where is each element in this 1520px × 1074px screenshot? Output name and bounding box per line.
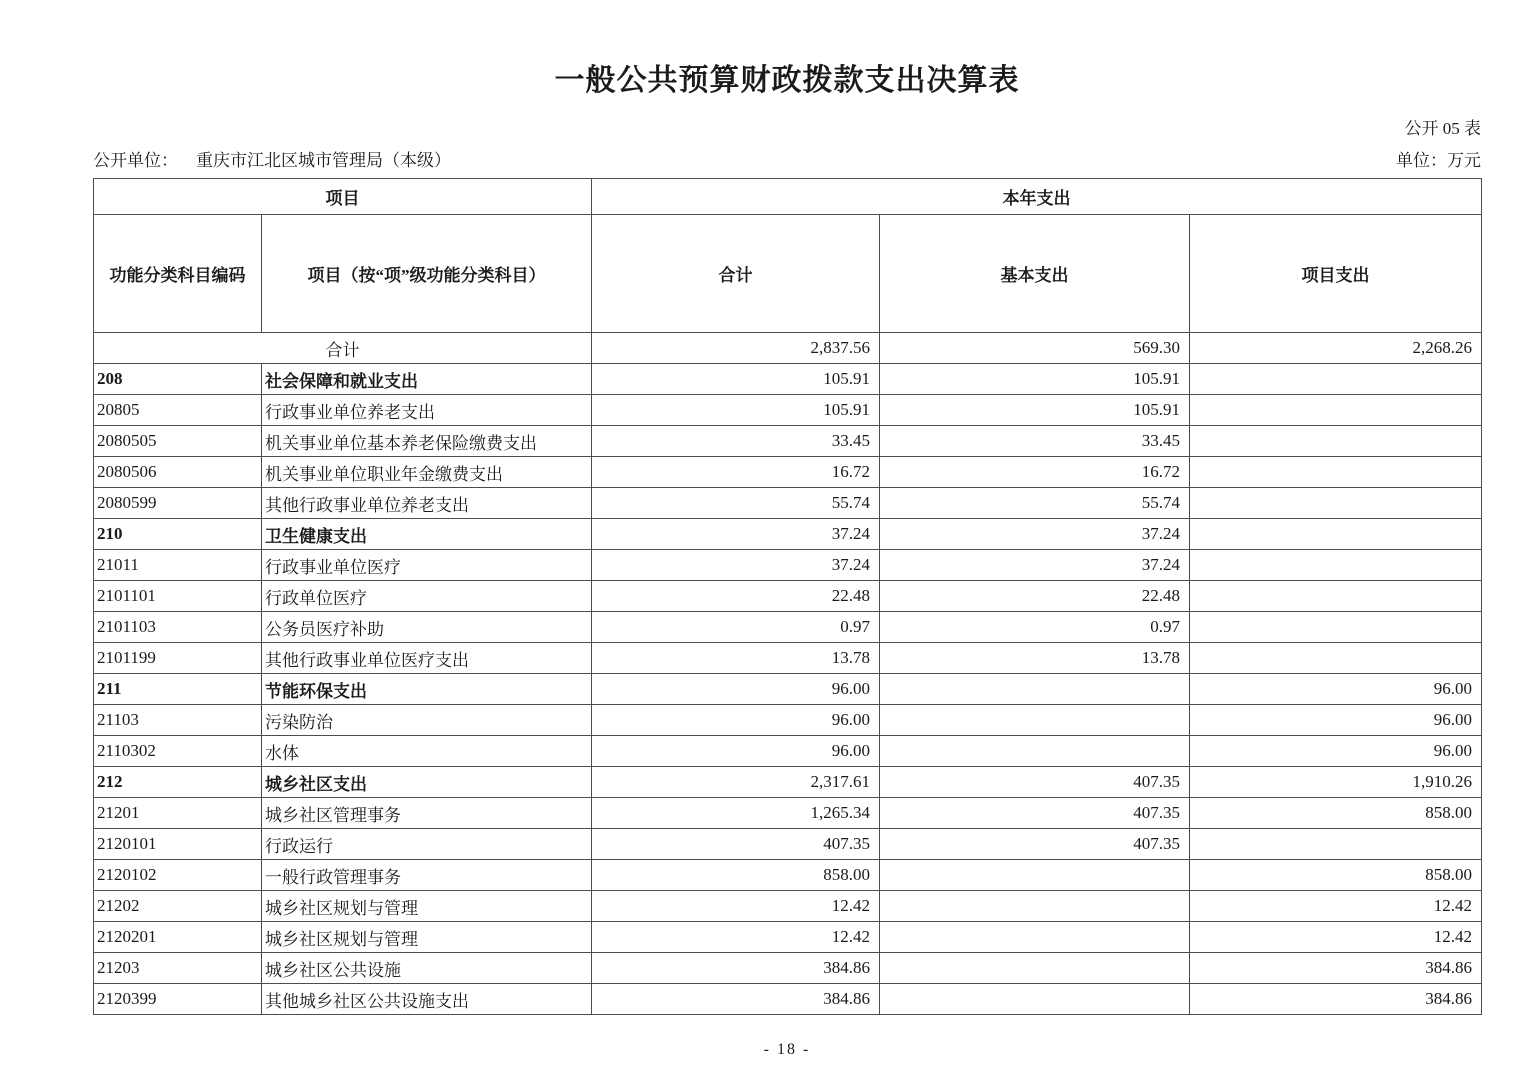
row-project: 12.42 bbox=[1190, 891, 1482, 922]
row-basic bbox=[880, 891, 1190, 922]
row-basic bbox=[880, 674, 1190, 705]
table-row bbox=[94, 364, 1482, 395]
row-project: 96.00 bbox=[1190, 674, 1482, 705]
row-basic: 33.45 bbox=[880, 426, 1190, 457]
table-row bbox=[94, 953, 1482, 984]
header-group-row bbox=[94, 179, 1482, 215]
row-code: 2120102 bbox=[94, 860, 262, 891]
row-total: 0.97 bbox=[592, 612, 880, 643]
publish-unit-value: 重庆市江北区城市管理局（本级） bbox=[196, 151, 451, 170]
row-basic: 55.74 bbox=[880, 488, 1190, 519]
row-name: 污染防治 bbox=[262, 705, 592, 736]
row-name: 城乡社区公共设施 bbox=[262, 953, 592, 984]
table-row bbox=[94, 798, 1482, 829]
row-total: 12.42 bbox=[592, 891, 880, 922]
page-title: 一般公共预算财政拨款支出决算表 bbox=[554, 64, 1020, 97]
row-code: 21203 bbox=[94, 953, 262, 984]
row-total: 2,317.61 bbox=[592, 767, 880, 798]
row-project: 858.00 bbox=[1190, 798, 1482, 829]
row-basic: 569.30 bbox=[880, 333, 1190, 364]
row-code: 210 bbox=[94, 519, 262, 550]
row-total: 384.86 bbox=[592, 953, 880, 984]
row-name: 行政单位医疗 bbox=[262, 581, 592, 612]
row-total: 2,837.56 bbox=[592, 333, 880, 364]
publish-unit bbox=[93, 146, 451, 171]
row-project: 384.86 bbox=[1190, 984, 1482, 1015]
row-code: 211 bbox=[94, 674, 262, 705]
row-project bbox=[1190, 829, 1482, 860]
row-code: 21201 bbox=[94, 798, 262, 829]
header-group-year-expenditure: 本年支出 bbox=[592, 179, 1482, 215]
row-code: 208 bbox=[94, 364, 262, 395]
page-number: - 18 - bbox=[763, 1041, 811, 1058]
row-name: 合计 bbox=[94, 333, 592, 364]
header-col-function-code: 功能分类科目编码 bbox=[94, 215, 262, 333]
table-row bbox=[94, 612, 1482, 643]
row-name: 城乡社区规划与管理 bbox=[262, 922, 592, 953]
row-name: 机关事业单位职业年金缴费支出 bbox=[262, 457, 592, 488]
publish-unit-label: 公开单位： bbox=[93, 151, 178, 170]
table-row bbox=[94, 519, 1482, 550]
row-total: 96.00 bbox=[592, 674, 880, 705]
table-row bbox=[94, 426, 1482, 457]
row-total: 858.00 bbox=[592, 860, 880, 891]
table-row bbox=[94, 333, 1482, 364]
row-code: 2120399 bbox=[94, 984, 262, 1015]
row-code: 2080599 bbox=[94, 488, 262, 519]
row-total: 105.91 bbox=[592, 395, 880, 426]
table-row bbox=[94, 674, 1482, 705]
row-name: 机关事业单位基本养老保险缴费支出 bbox=[262, 426, 592, 457]
row-code: 212 bbox=[94, 767, 262, 798]
row-total: 37.24 bbox=[592, 550, 880, 581]
row-name: 其他城乡社区公共设施支出 bbox=[262, 984, 592, 1015]
row-name: 城乡社区管理事务 bbox=[262, 798, 592, 829]
row-total: 105.91 bbox=[592, 364, 880, 395]
row-basic: 407.35 bbox=[880, 798, 1190, 829]
table-row bbox=[94, 860, 1482, 891]
row-basic bbox=[880, 705, 1190, 736]
header-col-basic-expenditure: 基本支出 bbox=[880, 215, 1190, 333]
meta-line bbox=[93, 146, 1481, 171]
row-code: 2120201 bbox=[94, 922, 262, 953]
row-project: 12.42 bbox=[1190, 922, 1482, 953]
header-group-item: 项目 bbox=[94, 179, 592, 215]
table-row bbox=[94, 736, 1482, 767]
row-basic: 105.91 bbox=[880, 395, 1190, 426]
row-total: 384.86 bbox=[592, 984, 880, 1015]
row-total: 12.42 bbox=[592, 922, 880, 953]
table-row bbox=[94, 643, 1482, 674]
row-project bbox=[1190, 426, 1482, 457]
row-project: 1,910.26 bbox=[1190, 767, 1482, 798]
row-project: 96.00 bbox=[1190, 736, 1482, 767]
row-project bbox=[1190, 550, 1482, 581]
row-total: 407.35 bbox=[592, 829, 880, 860]
table-number-label: 公开 05 表 bbox=[1404, 119, 1481, 138]
row-project bbox=[1190, 364, 1482, 395]
row-name: 行政事业单位养老支出 bbox=[262, 395, 592, 426]
row-basic: 16.72 bbox=[880, 457, 1190, 488]
row-name: 水体 bbox=[262, 736, 592, 767]
table-row bbox=[94, 767, 1482, 798]
table-row bbox=[94, 891, 1482, 922]
row-total: 22.48 bbox=[592, 581, 880, 612]
row-project bbox=[1190, 395, 1482, 426]
row-name: 其他行政事业单位养老支出 bbox=[262, 488, 592, 519]
header-col-item-name: 项目（按“项”级功能分类科目） bbox=[262, 215, 592, 333]
table-body bbox=[94, 333, 1482, 1015]
row-basic: 13.78 bbox=[880, 643, 1190, 674]
row-total: 96.00 bbox=[592, 736, 880, 767]
row-code: 2080506 bbox=[94, 457, 262, 488]
row-code: 21011 bbox=[94, 550, 262, 581]
row-name: 城乡社区支出 bbox=[262, 767, 592, 798]
row-name: 行政运行 bbox=[262, 829, 592, 860]
row-basic bbox=[880, 984, 1190, 1015]
row-total: 33.45 bbox=[592, 426, 880, 457]
row-basic bbox=[880, 860, 1190, 891]
row-project: 2,268.26 bbox=[1190, 333, 1482, 364]
table-row bbox=[94, 705, 1482, 736]
row-name: 公务员医疗补助 bbox=[262, 612, 592, 643]
row-name: 行政事业单位医疗 bbox=[262, 550, 592, 581]
row-code: 2101199 bbox=[94, 643, 262, 674]
row-code: 2101103 bbox=[94, 612, 262, 643]
row-total: 16.72 bbox=[592, 457, 880, 488]
row-name: 一般行政管理事务 bbox=[262, 860, 592, 891]
row-code: 2120101 bbox=[94, 829, 262, 860]
row-total: 13.78 bbox=[592, 643, 880, 674]
row-basic: 37.24 bbox=[880, 519, 1190, 550]
table-row bbox=[94, 581, 1482, 612]
row-total: 55.74 bbox=[592, 488, 880, 519]
table-row bbox=[94, 457, 1482, 488]
row-project bbox=[1190, 643, 1482, 674]
row-total: 37.24 bbox=[592, 519, 880, 550]
row-project bbox=[1190, 488, 1482, 519]
row-basic bbox=[880, 953, 1190, 984]
row-code: 2110302 bbox=[94, 736, 262, 767]
row-name: 卫生健康支出 bbox=[262, 519, 592, 550]
header-columns-row bbox=[94, 215, 1482, 333]
row-project bbox=[1190, 457, 1482, 488]
expenditure-table bbox=[93, 178, 1482, 1015]
row-code: 2101101 bbox=[94, 581, 262, 612]
table-row bbox=[94, 829, 1482, 860]
row-total: 96.00 bbox=[592, 705, 880, 736]
row-code: 2080505 bbox=[94, 426, 262, 457]
table-row bbox=[94, 395, 1482, 426]
row-project bbox=[1190, 581, 1482, 612]
row-name: 城乡社区规划与管理 bbox=[262, 891, 592, 922]
row-basic: 22.48 bbox=[880, 581, 1190, 612]
table-row bbox=[94, 550, 1482, 581]
row-project: 858.00 bbox=[1190, 860, 1482, 891]
row-basic: 407.35 bbox=[880, 767, 1190, 798]
row-code: 21103 bbox=[94, 705, 262, 736]
table-row bbox=[94, 922, 1482, 953]
row-basic: 105.91 bbox=[880, 364, 1190, 395]
currency-unit-label: 单位：万元 bbox=[1396, 151, 1481, 170]
table-row bbox=[94, 984, 1482, 1015]
row-project bbox=[1190, 612, 1482, 643]
row-basic: 37.24 bbox=[880, 550, 1190, 581]
row-project: 384.86 bbox=[1190, 953, 1482, 984]
row-name: 社会保障和就业支出 bbox=[262, 364, 592, 395]
row-code: 21202 bbox=[94, 891, 262, 922]
header-col-project-expenditure: 项目支出 bbox=[1190, 215, 1482, 333]
row-basic bbox=[880, 736, 1190, 767]
row-project: 96.00 bbox=[1190, 705, 1482, 736]
row-basic: 407.35 bbox=[880, 829, 1190, 860]
table-row bbox=[94, 488, 1482, 519]
row-code: 20805 bbox=[94, 395, 262, 426]
document-page bbox=[93, 0, 1481, 1059]
row-basic: 0.97 bbox=[880, 612, 1190, 643]
row-name: 节能环保支出 bbox=[262, 674, 592, 705]
row-total: 1,265.34 bbox=[592, 798, 880, 829]
row-name: 其他行政事业单位医疗支出 bbox=[262, 643, 592, 674]
row-basic bbox=[880, 922, 1190, 953]
row-project bbox=[1190, 519, 1482, 550]
header-col-total: 合计 bbox=[592, 215, 880, 333]
